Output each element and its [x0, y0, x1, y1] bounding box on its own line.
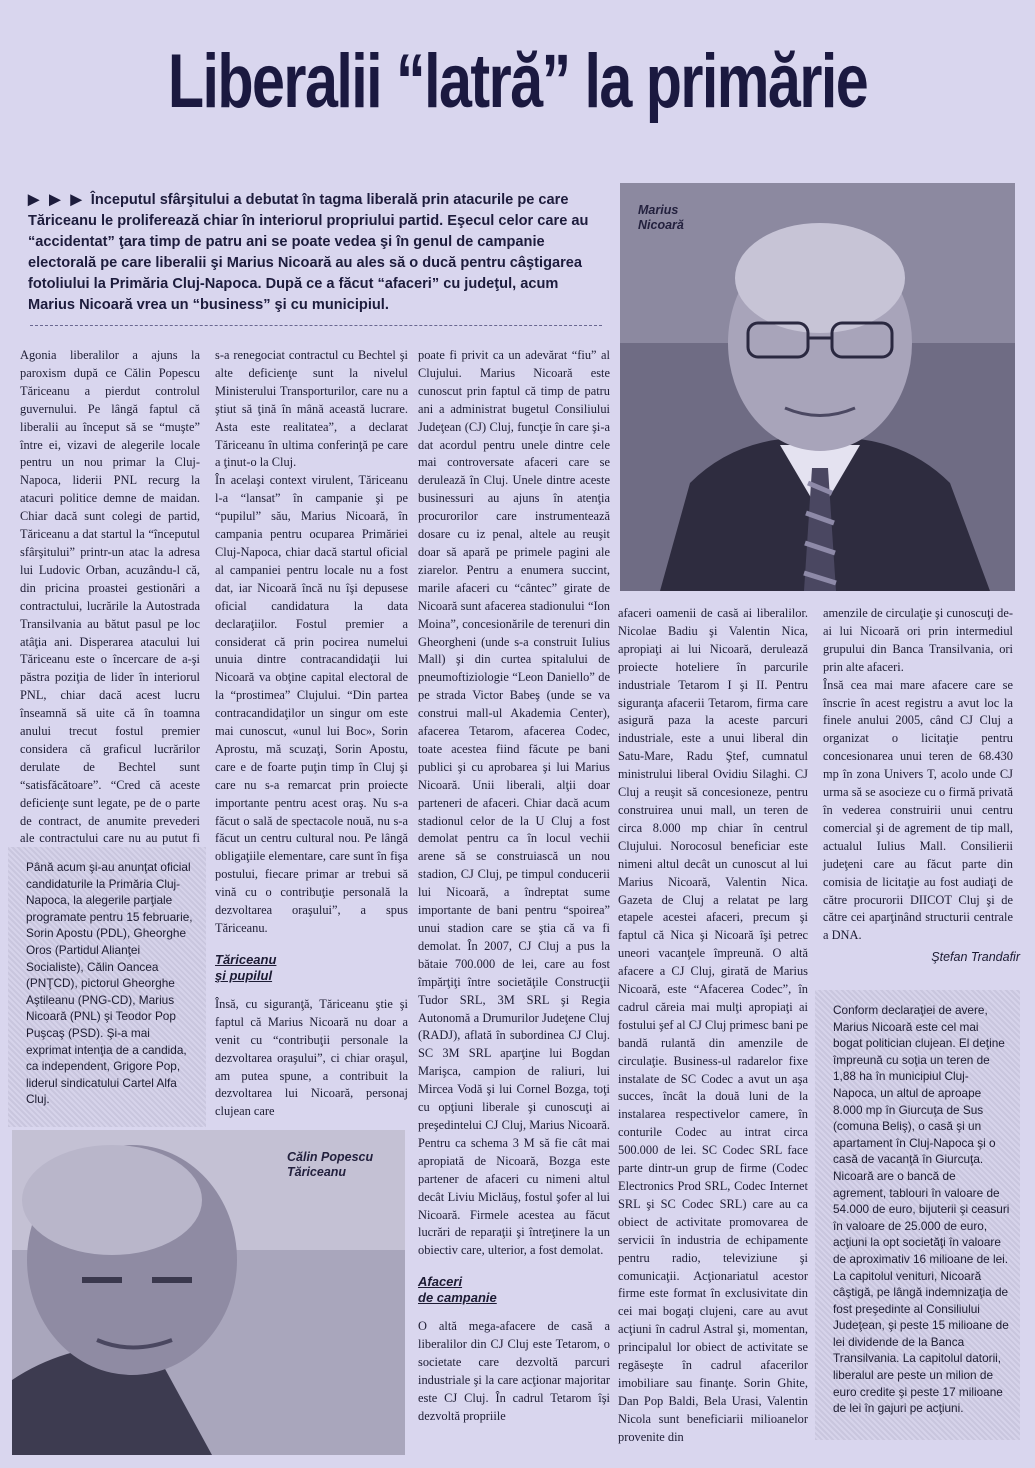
article-column-4: afaceri oamenii de casă ai liberalilor. Nicolae Badiu şi Valentin Nica, apropiaţi ai lui Nicoară, derulează proiecte hoteliere în parcurile industriale Tetarom I şi II. Pentru siguranţa afacerii Tetarom, firma care asigură paza la aceste parcuri industriale, este a unui liberal din Satu-Mare, Radu Ştef, cumnatul ministrului liberal Ovidiu Silaghi. CJ Cluj a reuşit să concesioneze, pentru construirea unui mall, un teren de circa 8.000 mp chiar în centrul Clujului. Norocosul beneficiar este nimeni altul decât un cunoscut al lui Marius Nicoară, Valentin Nica. Gazeta de Cluj a relatat pe larg etapele acestei afaceri, precum şi faptul că Nica şi Nicoară îşi petrec uneori vacanţele împreună. O altă afacere a CJ Cluj, girată de Marius Nicoară, este “Afacerea Codec”, în cadrul căreia mai mulţi apropiaţi ai fostului şef al CJ Cluj primesc bani pe bandă rulantă din amenzile de circulaţie. Business-ul radarelor fixe instalate de SC Codec a avut un aşa succes, încât la două luni de la instalarea respectivelor camere, în conturile Codec au intrat circa 500.000 de lei. SC Codec SRL face parte dintr-un grup de firme (Codec Electronics Prod SRL, Codec Internet SRL şi SC Codec SRL) care au ca obiect de activitate promovarea de servicii în industria de echipamente pentru radio, televiziune şi comunicaţii. Acţionariatul acestor firme este format în exclusivitate din cei mai bogaţi clujeni, care au avut acţiuni în cadrul Astral şi, momentan, principalul lor obiect de activitate se regăseşte în cadrul afacerilor imobiliare sau finanţe. Sorin Ghite, Dan Pop Baldi, Bela Urasi, Valentin Nicola sunt beneficiarii milioanelor provenite din — [618, 606, 808, 1444]
article-column-3 — [418, 347, 610, 1426]
subheading-afaceri: Afaceri de campanie — [418, 1274, 497, 1306]
separator-line — [30, 325, 602, 326]
column-3-text-a: poate fi privit ca un adevărat “fiu” al Clujului. Marius Nicoară este cunoscut prin faptul că timp de patru ani a administrat bugetul Consiliului Judeţean (CJ) Cluj, funcţie în care şi-a dat acordul pentru unele dintre cele mai controversate afaceri care se derulează în Cluj. Unele dintre aceste businessuri au ajuns în atenţia procurorilor care instrumentează dosare cu iz penal, altele au reuşit doar să apară pe primele pagini ale ziarelor. Pentru a enumera succint, marile afaceri cu “cântec” girate de Nicoară sunt afacerea stadionului “Ion Moina”, concesionările de terenuri din Gheorgheni (unde s-a construit Iulius Mall) şi din curtea spitalului de pneumoftiziologie “Leon Daniello” de pe strada Victor Babeş (unde se va construi mall-ul Akademia Center), afacerea Tetarom, afacerea Codec, toate acestea fiind făcute pe bani publici şi cu aprobarea şi lui Marius Nicoară. Unii liberali, alţii doar parteneri de afaceri. Chiar dacă acum stadionul celor de la U Cluj a fost demolat pentru ca în locul vechii arene să se construiască un nou stadion, CJ Cluj, pe timpul conducerii lui Nicoară, a îndreptat sume importante de bani pentru “spoirea” unui stadion care se ştia că va fi demolat. În 2007, CJ Cluj a pus la bătaie 700.000 de lei, care au fost împărţiţi între societăţile Construcţii Tudor SRL, 3M SRL şi Regia Autonomă a Drumurilor Judeţene Cluj (RADJ), aflată în subordinea CJ Cluj. SC 3M SRL aparţine lui Bogdan Marişca, campion de raliuri, lui Mircea Vodă şi lui Cornel Bozga, toţi cu opţiuni liberale şi cunoscuţi ai preşedintelui CJ Cluj, Marius Nicoară. Pentru ca schema 3 M să fie cât mai apropiată de Nicoară, Bozga este partener de afaceri cu nimeni altul decât Liviu Miclăuş, fostul şofer al lui Nicoară. Firmele acestea au făcut lucrări de reparaţii şi întreţinere la un obiectiv care, ulterior, a fost demolat. — [418, 348, 610, 1258]
column-3-text-b: O altă mega-afacere de casă a liberalilor din CJ Cluj este Tetarom, o societate care dezvoltă parcuri industriale şi la care acţionar majoritar este CJ Cluj. În cadrul Tetarom îşi dezvoltă propriile — [418, 1319, 610, 1423]
arrows-icon: ▶ ▶ ▶ — [28, 192, 85, 208]
lead-text: Începutul sfârşitului a debutat în tagma liberală prin atacurile pe care Tăriceanu le proliferează chiar în interiorul propriului partid. Eşecul celor care au “accidentat” ţara timp de patru ani se poate vedea şi în genul de campanie electorală pe care liberalii şi Marius Nicoară au ales să o ducă pentru câştigarea fotoliului la Primăria Cluj-Napoca. După ce a făcut “afaceri” cu judeţul, acum Marius Nicoară vrea un “business” şi cu municipiul. — [28, 192, 589, 313]
caption-calin-popescu-tariceanu: Călin Popescu Tăriceanu — [287, 1150, 374, 1179]
photo-marius-nicoara — [620, 183, 1015, 591]
portrait-illustration — [620, 183, 1015, 591]
article-column-1: Agonia liberalilor a ajuns la paroxism după ce Călin Popescu Tăriceanu a pierdut controlul guvernului. Pe lângă faptul că liberalii au început să se “muşte” între ei, vizavi de alegerile locale pentru un nou primar la Cluj-Napoca, liderii PNL recurg la atacuri politice demne de maidan. Chiar dacă sunt colegi de partid, Tăriceanu a dat startul la “începutul sfârşitului” printr-un atac la adresa lui Ludovic Orban, acuzându-l că, din pricina proastei gestionări a contractului, lucrările la Autostrada Transilvania au bătut pasul pe loc atâţia ani. Disperarea atacului lui Tăriceanu este o încercare de a-şi păstra poziţia de lider în interiorul PNL, chiar dacă acest lucru înseamnă să uite că în toamna anului trecut fostul premier considera că graficul lucrărilor derulate de Bechtel sunt “satisfăcătoare”. “Cred că aceste deficienţe sunt legate, pe de o parte de contract, de anumite prevederi ale contractului care nu au putut fi — [20, 348, 200, 846]
subheading-pupilul: Tăriceanu şi pupilul — [215, 951, 277, 983]
photo-calin-popescu-tariceanu — [12, 1130, 405, 1455]
headline: Liberalii “latră” la primărie — [167, 39, 868, 124]
article-column-5: amenzile de circulaţie şi cunoscuţi de-ai lui Nicoară ori prin intermediul grupului din Banca Transilvania, ori prin alte afaceri. Însă cea mai mare afacere care se înscrie în acest registru a avut loc la finele anului 2005, când CJ Cluj a organizat o licitaţie pentru concesionarea unui teren de 68.430 mp în zona Univers T, acolo unde CJ urma să se asocieze cu o firmă privată în vederea construirii unui centru comercial şi de agrement de tip mall, actualul Iulius Mall. Consilierii judeţeni care au făcut parte din comisia de licitaţie au fost audiaţi de către procurorii DIICOT Cluj şi de către cei aparţinând structurii centrale a DNA. — [823, 606, 1013, 943]
lead-paragraph — [28, 190, 598, 316]
column-2-text-a: s-a renegociat contractul cu Bechtel şi alte deficienţe sunt la nivelul Ministerului Transporturilor, care nu a ştiut să ţină în mână această lucrare. Asta este realitatea”, a declarat Tăriceanu în ultima conferinţă pe care a ţinut-o la Cluj. În acelaşi context virulent, Tăriceanu l-a “lansat” în campanie şi pe “pupilul” său, Marius Nicoară, în campania pentru ocuparea Primăriei Cluj-Napoca, chiar dacă startul oficial al campaniei pentru locale nu a fost dat, iar Nicoară încă nu îşi depusese oficial candidatura la data declaraţiilor. Fostul premier a considerat că prin pocirea numelui unuia dintre contracandidaţii lui Nicoară va obţine capital electoral de la “prostimea” Clujului. “Din partea contracandidaţilor un singur om este mai cunoscut, «unul lui Boc», Sorin Aprostu, mă scuzaţi, Sorin Apostu, care e de foarte puţin timp în Cluj şi care nu s-a remarcat prin proiecte importante pentru acest oraş. Nu s-a făcut o sală de spectacole nouă, nu s-a făcut un centru cultural nou. Pe lângă obligaţiile elementare, care sunt în fişa postului, fiecare primar ar trebui să vină cu o contribuţie personală la dezvoltarea oraşului”, a spus Tăriceanu. — [215, 348, 408, 935]
wealth-sidebox: Conform declaraţiei de avere, Marius Nicoară este cel mai bogat politician clujean. El deţine împreună cu soţia un teren de 1,88 ha în municipiul Cluj-Napoca, un altul de aproape 8.000 mp în Giurcuţa de Sus (comuna Beliş), o casă şi un apartament în Cluj-Napoca şi o casă de vacanţă în Giurcuţa. Nicoară are o bancă de agrement, tablouri în valoare de 54.000 de euro, bijuterii şi ceasuri în valoare de 25.000 de euro, acţiuni la opt societăţi în valoare de aproximativ 16 milioane de lei. La capitolul venituri, Nicoară câştigă, pe lângă indemnizaţia de fost preşedinte al Consiliului Judeţean, şi peste 15 milioane de lei dividende de la Banca Transilvania. La capitolul datorii, liberalul are peste un milion de euro credite şi peste 17 milioane de lei în gajuri pe acţiuni. — [815, 990, 1020, 1440]
article-column-2 — [215, 347, 408, 1121]
author-signature: Ştefan Trandafir — [931, 950, 1020, 964]
caption-marius-nicoara: Marius Nicoară — [638, 203, 684, 232]
column-2-text-b: Însă, cu siguranţă, Tăriceanu ştie şi faptul că Marius Nicoară nu doar a venit cu “contribuţii personale la dezvoltarea oraşului”, ci chiar oraşul, am putea spune, a contribuit la dezvoltarea lui Nicoară, personaj clujean care — [215, 996, 408, 1119]
candidates-sidebox: Până acum şi-au anunţat oficial candidaturile la Primăria Cluj-Napoca, la alegerile parţiale programate pentru 15 februarie, Sorin Apostu (PDL), Gheorghe Oros (Partidul Alianţei Socialiste), Călin Oancea (PNŢCD), pictorul Gheorghe Aştileanu (PNG-CD), Marius Nicoară (PNL) şi Teodor Pop Puşcaş (PSD). Şi-a mai exprimat intenţia de a candida, ca independent, Grigore Pop, liderul sindicatului Cartel Alfa Cluj. — [8, 847, 206, 1127]
